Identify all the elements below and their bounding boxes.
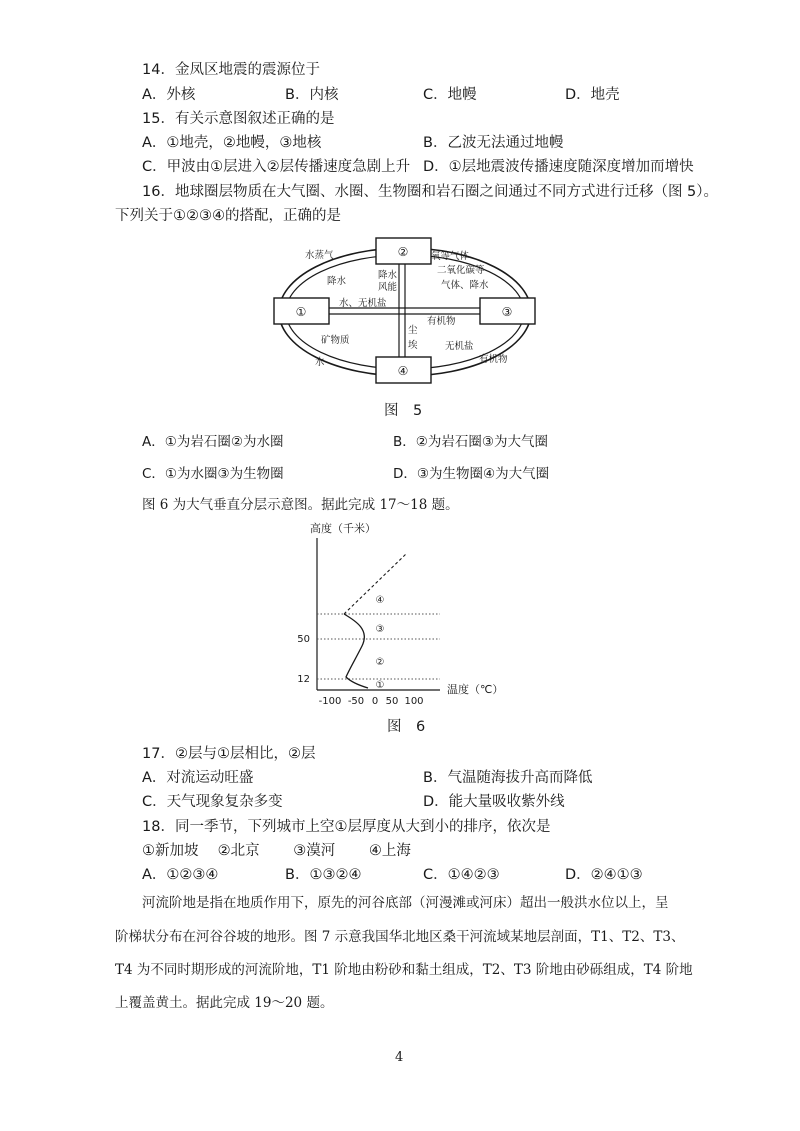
- label-water-bottom: 水: [315, 357, 325, 368]
- label-precip-wind-1: 降水: [378, 270, 398, 281]
- label-dust-1: 尘: [408, 325, 418, 336]
- xtick-0: 0: [371, 696, 379, 707]
- fig6-ylabel: 高度（千米）: [310, 522, 376, 535]
- q14-option-c: C．地幔: [423, 87, 477, 103]
- label-dust-2: 埃: [408, 340, 418, 351]
- q15-option-d: D．①层地震波传播速度随深度增加而增快: [423, 159, 694, 175]
- q18-cities: ①新加坡 ②北京 ③漠河 ④上海: [142, 843, 411, 859]
- label-oxygen: 氧等气体: [431, 251, 470, 262]
- label-co2: 二氧化碳等: [437, 265, 485, 276]
- passage-line-2: 阶梯状分布在河谷谷坡的地形。图 7 示意我国华北地区桑干河流域某地层剖面，T1、T2、T3、: [115, 929, 685, 945]
- layer-3-label: ③: [375, 624, 385, 635]
- passage-line-4: 上覆盖黄土。据此完成 19～20 题。: [115, 995, 334, 1011]
- xtick-neg50: -50: [347, 696, 365, 707]
- label-organic: 有机物: [427, 316, 456, 327]
- label-precip-left: 降水: [327, 276, 347, 287]
- passage-line-3: T4 为不同时期形成的河流阶地，T1 阶地由粉砂和黏土组成，T2、T3 阶地由砂砾组成，T4 阶地: [115, 962, 693, 978]
- q15-stem: 15．有关示意图叙述正确的是: [142, 111, 335, 127]
- label-precip-wind-2: 风能: [378, 282, 398, 293]
- q16-option-b: B．②为岩石圈③为大气圈: [393, 434, 548, 450]
- q16-option-d: D．③为生物圈④为大气圈: [393, 466, 550, 482]
- q16-option-c: C．①为水圈③为生物圈: [142, 466, 284, 482]
- q14-option-d: D．地壳: [565, 87, 620, 103]
- ytick-12: 12: [297, 674, 310, 685]
- q14-option-b: B．内核: [285, 87, 339, 103]
- q18-option-d: D．②④①③: [565, 867, 643, 883]
- q16-stem-line2: 下列关于①②③④的搭配，正确的是: [115, 208, 341, 224]
- q18-stem: 18．同一季节，下列城市上空①层厚度从大到小的排序，依次是: [142, 819, 551, 835]
- q18-option-b: B．①③②④: [285, 867, 362, 883]
- label-mineral: 矿物质: [321, 335, 350, 346]
- q15-option-a: A．①地壳，②地幔，③地核: [142, 135, 322, 151]
- passage-line-1: 河流阶地是指在地质作用下，原先的河谷底部（河漫滩或河床）超出一般洪水位以上，呈: [142, 895, 669, 911]
- q15-option-c: C．甲波由①层进入②层传播速度急剧上升: [142, 159, 411, 175]
- node-1-label: ①: [295, 305, 307, 319]
- temperature-curve: [344, 614, 368, 688]
- q17-option-d: D．能大量吸收紫外线: [423, 794, 565, 810]
- label-inorganic-salt: 无机盐: [445, 341, 474, 352]
- figure-5-caption: 图 5: [384, 403, 423, 419]
- q14-stem: 14．金凤区地震的震源位于: [142, 62, 320, 78]
- q18-option-c: C．①④②③: [423, 867, 500, 883]
- q15-option-b: B．乙波无法通过地幔: [423, 135, 564, 151]
- xtick-100: 100: [404, 696, 424, 707]
- q16-option-a: A．①为岩石圈②为水圈: [142, 434, 284, 450]
- figure-5-diagram: [265, 232, 545, 392]
- q17-stem: 17．②层与①层相比，②层: [142, 746, 316, 762]
- node-2-label: ②: [397, 245, 409, 259]
- fig6-xlabel: 温度（℃）: [447, 683, 504, 696]
- q17-option-c: C．天气现象复杂多变: [142, 794, 283, 810]
- page-number: 4: [395, 1050, 404, 1065]
- node-4-label: ④: [397, 364, 409, 378]
- label-organic-bottom: 有机物: [479, 354, 508, 365]
- ytick-50: 50: [297, 634, 310, 645]
- label-water-salt: 水、无机盐: [339, 298, 387, 309]
- q18-option-a: A．①②③④: [142, 867, 219, 883]
- figure-6-chart: [290, 518, 520, 708]
- node-3-label: ③: [501, 305, 513, 319]
- figure-6-caption: 图 6: [387, 719, 426, 735]
- layer-2-label: ②: [375, 657, 385, 668]
- q16-stem-line1: 16．地球圈层物质在大气圈、水圈、生物圈和岩石圈之间通过不同方式进行迁移（图 5）。: [142, 184, 719, 200]
- label-gas-precip: 气体、降水: [441, 280, 489, 291]
- xtick-neg100: -100: [318, 696, 342, 707]
- q17-option-a: A．对流运动旺盛: [142, 770, 254, 786]
- layer-1-label: ①: [375, 680, 385, 691]
- q17-option-b: B．气温随海拔升高而降低: [423, 770, 593, 786]
- fig6-intro: 图 6 为大气垂直分层示意图。据此完成 17～18 题。: [142, 497, 459, 513]
- q14-option-a: A．外核: [142, 87, 196, 103]
- layer-4-label: ④: [375, 595, 385, 606]
- xtick-50: 50: [385, 696, 399, 707]
- label-water-vapor: 水蒸气: [305, 250, 334, 261]
